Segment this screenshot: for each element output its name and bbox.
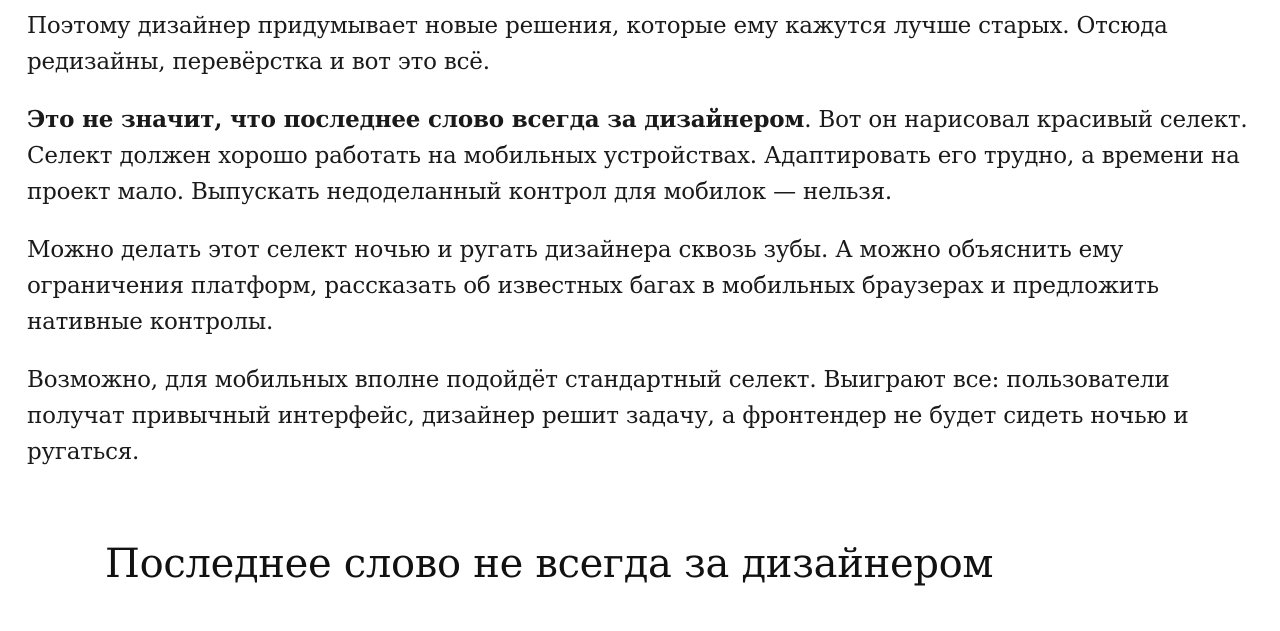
paragraph-text: Можно делать этот селект ночью и ругать дизайнера сквозь зубы. А можно объяснить ему ограничения платформ, рассказать об известных багах в мобильных браузерах и предложить нативные контролы. [27,237,1159,335]
paragraph-text: . Вот он нарисовал красивый селект. Селект должен хорошо работать на мобильных устройствах. Адаптировать его трудно, а времени на проект мало. Выпускать недоделанный контрол для мобилок — нельзя. [27,107,1248,205]
paragraph-text: Возможно, для мобильных вполне подойдёт стандартный селект. Выиграют все: пользователи получат привычный интерфейс, дизайнер решит задачу, а фронтендер не будет сидеть ночью и ругаться. [27,367,1189,465]
paragraph-bold-lead: Это не значит, что последнее слово всегда за дизайнером [27,106,805,133]
paragraph-text: Поэтому дизайнер придумывает новые решения, которые ему кажутся лучше старых. Отсюда редизайны, перевёрстка и вот это всё. [27,13,1168,75]
paragraph-redesigns [27,8,1250,80]
paragraph-standard-select [27,362,1250,470]
paragraph-night-select [27,232,1250,340]
paragraph-last-word [27,102,1250,210]
section-heading: Последнее слово не всегда за дизайнером [105,541,994,587]
